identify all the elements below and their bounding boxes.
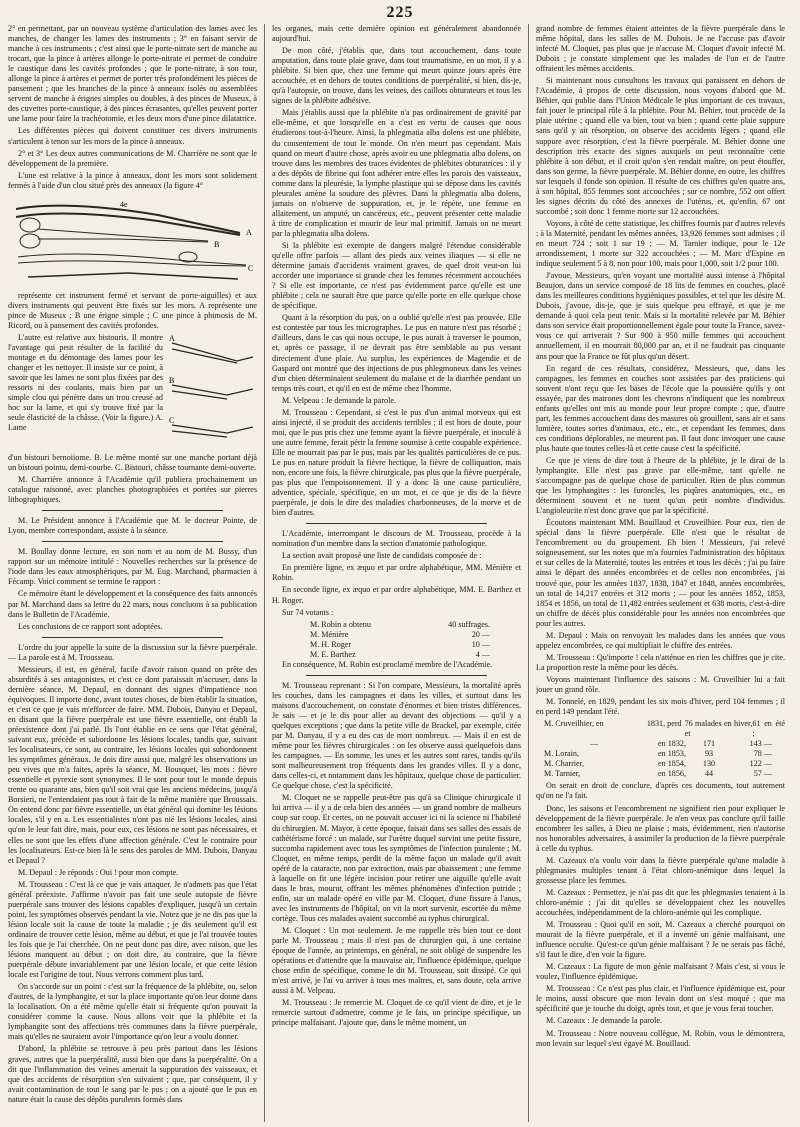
paragraph: En seconde ligne, ex æquo et par ordre alphabétique, MM. E. Barthez et H. Roger.: [272, 585, 521, 605]
section-separator: [42, 541, 223, 542]
paragraph: M. Le Président annonce à l'Académie que M. le docteur Pointe, de Lyon, membre correspondant, assiste à la séance.: [8, 516, 257, 536]
table-row: M. Lorain, en 1853, 93 78 —: [544, 749, 772, 759]
column-3: [536, 24, 785, 1122]
paragraph: En première ligne, ex æquo et par ordre alphabétique, MM. Ménière et Robin.: [272, 563, 521, 583]
paragraph: L'une est relative à la pince à anneaux, dont les mors sont solidement fermés à l'aide d'un clou situé près des anneaux (la figure 4°: [8, 170, 257, 190]
section-separator: [42, 637, 223, 638]
paragraph: M. Cazeaux : Je demande la parole.: [546, 1016, 662, 1026]
figure-label: C: [169, 415, 175, 425]
paragraph: Si la phlébite est exempte de dangers malgré l'étendue considérable qu'elle offre parfois — allant des pieds aux veines iliaques — si elle ne détermine jamais d'accidents vraiment graves, de quel droit veut-on lui accorder une importance si grande chez les femmes récemment accouchées ? Si elle est importante, ce n'est pas évidemment parce qu'elle est une phlébite ; cela ne saurait être que parce qu'elle porte en elle quelque chose de spécifique.: [272, 240, 521, 311]
section-separator: [42, 510, 223, 511]
paragraph: Donc, les saisons et l'encombrement ne signifient rien pour expliquer le développement de la fièvre puerpérale. Je n'en veux pas conclure qu'il faille encombrer les salles, à Dieu ne plaise ; mais, évidemment, rien n'autorise nos honorables adversaires, à assimiler la production de la fièvre puerpérale à celle du typhus.: [536, 803, 785, 853]
paragraph: représente cet instrument fermé et servant de porte-aiguilles) et aux divers instruments qui peuvent être fixés sur les mors. A représente une pince de Museux ; B une érigne simple ; C une pince à phimosis de M. Ricord, ou à pansement des cavités profondes.: [8, 290, 257, 330]
paragraph: L'autre est relative aux bistouris. Il montre l'avantage qui peut résulter de la facilité du montage et du démontage des lames pour les changer et les nettoyer. Il insiste sur ce point, à savoir que les lames ne sont plus fixées par des ressorts ni des coulants, mais bien par un simple clou qui pénètre dans un trou creusé ad hoc sur la lame, et qui s'y trouve fixé par la seule élasticité de la châsse. (Voir la figure.) A. Lame: [8, 332, 163, 433]
section-separator: [306, 523, 487, 524]
paragraph: M. Cloquet : Un mot seulement. Je me rappelle très bien tout ce dont parle M. Trousseau ; mais il n'est pas de chirurgien qui, à une certaine époque de l'année, au printemps, en général, ne soit obligé de suspendre les opérations et d'attendre que la mauvaise air, l'influence épidémique, quelque chose enfin de spécifique, comme le dit M. Trousseau, soit dissipé. Ce qui m'est arrivé, je l'ai vu arriver à tous mes maîtres, et, sans doute, cela arrive aussi à M. Velpeau.: [272, 925, 521, 996]
paragraph: On serait en droit de conclure, d'après ces documents, tout autrement qu'on ne l'a fait.: [536, 781, 785, 801]
paragraph: M. Trousseau : Notre nouveau collègue, M. Robin, vous le démontrera, mon levain sur lequel s'est égayé M. Bouillaud.: [536, 1028, 785, 1048]
paragraph: J'avoue, Messieurs, qu'en voyant une mortalité aussi intense à l'hôpital Beaujon, dans un service composé de 18 lits de femmes en couches, placé dans les meilleures conditions hygiéniques possibles, et tel que les désire M. Dubois, j'avoue, dis-je, que je suis quelque peu effrayé, et que je me demande à quoi cela peut tenir. Mais si la mortalité relevée par M. Béhier dans son service était proportionnellement égale pour toute la France, savez-vous ce qui arriverait ? Sur 900 à 950 mille femmes qui accouchent annuellement, il en mourrait 80,000 par an, et il ne faudrait pas cinquante ans pour que la France ne fût plus qu'un désert.: [536, 271, 785, 361]
vote-results: [272, 620, 521, 660]
bistouri-engraving: [167, 333, 257, 453]
vote-row: M. Robin a obtenu 40 suffrages.: [310, 619, 490, 629]
column-2: [272, 24, 521, 1122]
paragraph: M. Trousseau : Qu'importe ! cela n'atténue en rien les chiffres que je cite. La proportion reste la même pour les décès.: [536, 652, 785, 672]
paragraph: M. Trousseau : Quoi qu'il en soit, M. Cazeaux a cherché pourquoi on mourait de la fièvre puerpérale, et il a inventé un génie malfaisant, une influence occulte. Qu'est-ce qu'un génie malfaisant ? Je ne serais pas fâché, s'il faut le dire, d'en voir la figure.: [536, 920, 785, 960]
paragraph: Messieurs, il est, en général, facile d'avoir raison quand on prête des absurdités à ses antagonistes, et c'est ce dont paraissait m'accuser, dans la dernière séance, M. Depaul, en donnant des signes d'impatience non équivoques. Il importe donc, avant toutes choses, de bien établir la situation, et c'est ce que je vais m'efforcer de faire. MM. Dubois, Danyau et Depaul, en disant que la fièvre puerpérale est une fièvre essentielle, ont établi la préexistence dont j'ai parlé. Ils l'ont établie en ce sens que l'état général, suivant eux, précède et subordonne les lésions locales, tandis que, suivant les localisateurs, ce sont, au contraire, les lésions locales qui subordonnent les symptômes généraux. Je dois dire aussi que, malgré les observations un peu vives que m'a faites, après la séance, M. Bousquet, les mots : fièvre essentielle et pyrexie sont synonymes. Il le sont pour tout le monde depuis trente ou quarante ans, bien qu'il soit vrai que les anciens médecins, jusqu'à Borsieri, ne l'entendaient pas tout à fait de la même manière que Broussais. On entend donc par fièvre essentielle, un état général qui domine les lésions locales, s'il y en a. Les essentialistes n'ont pas nié les lésions locales, ainsi qu'on le leur fait dire, mais, pour eux, ces lésions ne sont pas nécessaires, et elles ne sont que les effets d'une affection générale. C'est le contraire pour les localisateurs. Est-ce bien là le sens des paroles de MM. Dubois, Danyau et Depaul ?: [8, 664, 257, 865]
figure-label: B: [169, 375, 175, 385]
paragraph: Les différentes pièces qui doivent constituer ces divers instruments s'articulent à tenon sur les mors de la pince à anneaux.: [8, 126, 257, 146]
column-rule: [264, 24, 265, 1122]
paragraph: Les conclusions de ce rapport sont adoptées.: [18, 621, 163, 631]
instrument-engraving: [8, 195, 257, 287]
column-rule: [528, 24, 529, 1122]
paragraph: L'Académie, interrompant le discours de M. Trousseau, procède à la nomination d'un membre dans la section d'anatomie pathologique.: [272, 529, 521, 549]
paragraph: M. Trousseau reprenant : Si l'on compare, Messieurs, la mortalité après les couches, dans les campagnes et dans les villes, et surtout dans les maisons d'accouchement, on constate d'énormes et bien tristes différences. Je sais — et je le dis pour aller au devant des objections — qu'il y a quelques exceptions ; que dans la petite ville de Brackel, par exemple, citée par M. Danyau, il y a eu des cas de mort nombreux. — Mais il en est de même pour les fièvres chirurgicales : on les observe aussi quelquefois dans les campagnes. — En somme, les unes et les autres sont rares, tandis qu'ils sont malheureusement trop fréquents dans les grandes villes. Il y a donc, dans celles-ci, et notamment dans les hôpitaux, quelque chose de particulier. Ce quelque chose, c'est la spécificité.: [272, 680, 521, 791]
figure-bistouri-wrap: [8, 333, 257, 453]
figure-label: A: [246, 227, 252, 237]
paragraph: d'un bistouri bernoiiome. B. Le même monté sur une manche portant déjà un bistouri pointu, demi-courbe. C. Bistouri, châsse tournante demi-ouverte.: [8, 452, 257, 472]
paragraph: M. Cazeaux : La figure de mon génie malfaisant ? Mais c'est, si vous le voulez, l'influence épidémique.: [536, 962, 785, 982]
paragraph: Écoutons maintenant MM. Bouillaud et Cruveilhier. Pour eux, rien de spécial dans la fièvre puerpérale. Elle n'est que le résultat de l'encombrement ou du groupement. Eh bien ! Messieurs, j'ai relevé soigneusement, sur les notes que m'a fournies l'administration des hôpitaux et sur celles de la Maternité, toutes les entrées et tous les décès ; j'ai pu faire ainsi le départ des années encombrées et de celles non encombrées, j'ai trouvé que, pour les années 1837, 1838, 1847 et 1848, années encombrées, un total de 14,217 entrées et 312 morts ; — pour les années 1852, 1853, 1854 et 1856, un total de 11,482 entrées seulement et 638 morts, c'est-à-dire un chiffre de décès plus considérable pour les années non encombrées que pour les autres.: [536, 518, 785, 628]
table-row: M. Charrier, en 1854, 130 122 —: [544, 759, 772, 769]
paragraph: M. Tonnelé, en 1829, pendant les six mois d'hiver, perd 104 femmes ; il en perd 149 pendant l'été.: [536, 697, 785, 717]
paragraph: En conséquence, M. Robin est proclamé membre de l'Académie.: [282, 659, 493, 669]
paragraph: M. Cloquet ne se rappelle peut-être pas qu'à sa Clinique chirurgicale il lui arriva — il y a de cela bien des années — un grand nombre de malheurs coup sur coup. Et certes, on ne pouvait accuser ici ni la science ni l'habileté du chirurgien. M. Mayor, à cette époque, faisait dans ses salles des essais de cathétérisme forcé : un malade, sur l'urètre duquel survint une petite fissure, succomba rapidement avec tous les symptômes de l'infection purulente ; M. Cloquet, en même temps, perdit de la même façon un malade qu'il avait opéré de la cataracte, non par extraction, mais par abaissement ; une femme à laquelle on fit une légère incision pour retirer une aiguille qu'elle avait dans le bras, mourut, offrant les mêmes phénomènes d'infection putride ; enfin, sur un malade opéré en ville par M. Cloquet, d'une fissure à l'anus, avec les instruments de l'hôpital, on vit la mort survenir, escortée du même cortège. Tous ces malades avaient succombé au typhus chirurgical.: [272, 793, 521, 923]
paragraph: M. Trousseau : Cependant, si c'est le pus d'un animal morveux qui est ainsi injecté, il se produit des accidents terribles ; il est hors de doute, pour moi, que le pus pris chez une femme ayant la fièvre puerpérale, et inoculé à une autre femme, ferait périr la femme soumise à cette coupable expérience. Elle ne mourrait pas par le pus, mais par les qualités particulières de ce pus. Le pus en nature produit la fièvre hectique, la fièvre de colliquation, mais non, encore une fois, la fièvre chirurgicale, pas plus que la fièvre puerpérale, pas plus que l'empoisonnement. Il y a donc là une cause particulière, adventice, spéciale, spécifique, en un mot, et ce que je dis de la fièvre puerpérale, je dois le dire des maladies charbonneuses, de la morve et de bien d'autres.: [272, 407, 521, 518]
paragraph: M. Depaul : Je réponds : Oui ! pour mon compte.: [18, 867, 179, 877]
vote-row: M. Ménière 20 —: [310, 629, 490, 639]
figure-label: A: [169, 333, 175, 343]
paragraph: les organes, mais cette dernière opinion est généralement abandonnée aujourd'hui.: [272, 24, 521, 44]
paragraph: 2° et 3° Les deux autres communications de M. Charrière ne sont que le développement de la première.: [8, 148, 257, 168]
paragraph: M. Trousseau : C'est là ce que je vais attaquer. Je n'admets pas que l'état général préexiste. J'affirme n'avoir pas fait une seule autopsie de fièvre puerpérale sans trouver des lésions capables d'expliquer, jusqu'à un certain point, les symptômes observés pendant la vie. Notez que je ne dis pas que la lésion locale soit la cause de toute la maladie ; je dis seulement qu'il est ordinaire de trouver cette lésion, même au début, et que je l'ai trouvée toutes les fois que je l'ai cherchée. On ne peut donc pas dire, avec raison, que les lésions manquent au début ; on doit dire, au contraire, que la fièvre puerpérale débute invariablement par une lésion locale, et que cette lésion locale est l'origine de tout. Nous verrons comment plus tard.: [8, 879, 257, 980]
paragraph: M. Cazeaux n'a voulu voir dans la fièvre puerpérale qu'une maladie à phlegmasies multiples tenant à l'état chloro-anémique dans lequel la grossesse place les femmes.: [536, 855, 785, 885]
vote-row: M. H. Roger 10 —: [310, 639, 490, 649]
table-row: M. Tarnier, en 1856, 44 57 —: [544, 769, 772, 779]
paragraph: D'abord, la phlébite se retrouve à peu près partout dans les lésions graves, autres que la puerpéralité, aussi bien que dans la puerpéralité. On a dit que l'inflammation des veines amenait la suppuration des vaisseaux, et que des accidents de résorption s'en suivaient ; que, par conséquent, il y avait contamination de tout le sang par le pus ; on a ajouté que le pus en nature était la cause des dépôts purulents formés dans: [8, 1044, 257, 1104]
paragraph: M. Cazeaux : Permettez, je n'ai pas dit que les phlegmasies tenaient à la chloro-anémie ; j'ai dit qu'elles se développaient chez les nouvelles accouchées, indépendamment de la chloro-anémie qui les complique.: [536, 887, 785, 917]
figure-label: B: [214, 239, 220, 249]
paragraph: En regard de ces résultats, considérez, Messieurs, que, dans les campagnes, les femmes en couches sont assistées par des praticiens qui souvent n'ont reçu que les bases de l'école que la poussière qu'ils y ont essayée, par des matrones dont les chevrons n'indiquent que les nombreux enfants qu'elles ont mis au monde pour leur propre compte ; que, d'autre part, les femmes accouchent dans des masures où grouillent, sans air et sans lumière, toutes sortes d'animaux, etc., etc., et cependant les femmes, dans ces conditions déplorables, ne meurent pas. Il faut donc invoquer une cause plus haute que toutes celles-là et cette cause c'est la spécificité.: [536, 363, 785, 453]
paragraph: L'ordre du jour appelle la suite de la discussion sur la fièvre puerpérale. — La parole est à M. Trousseau.: [8, 642, 257, 662]
paragraph: M. Trousseau : Ce n'est pas plus clair, et l'influence épidémique est, pour le moins, aussi obscure que mon levain dont on s'est moqué ; que ma spécificité que je touche du doigt, après tout, et que je vous ferai toucher.: [536, 984, 785, 1014]
figure-instruments: [8, 195, 257, 287]
paragraph: Quant à la résorption du pus, on a oublié qu'elle n'est pas prouvée. Elle est contestée par tous les micrographes. Le pus en nature n'est pas résorbé ; d'ailleurs, dans le cas qui nous occupe, le pus aurait à traverser le poumon, et, après ce passage, il ne devrait pas être semblable au pus venant directement d'une plaie. Au surplus, les expériences de Magendie et de Gaspard ont montré que des injections de pus phlegmoneux dans les veines d'un chien déterminaient seulement du malaise et de la diarrhée pendant un temps très court, et qu'il en est de même chez l'homme.: [272, 313, 521, 393]
paragraph: Si maintenant nous consultons les travaux qui paraissent en dehors de l'Académie, à propos de cette discussion, nous voyons d'abord que M. Béhier, qui publie dans l'Union Médicale le plus important de ces travaux, fait jouer le principal rôle à la phlébite. Pour M. Béhier, tout procède de la plaie utérine ; quand elle va bien, tout va bien ; quand cette plaie suppure sans qu'il y ait résorption, on observe des accidents légers ; quand elle suppure avec résorption, c'est la fièvre puerpérale. M. Béhier donne une description très exacte des signes auxquels on peut reconnaître cette phlébite à son début, et il croit qu'on s'en rendait maître, on peut étouffer, dans son germe, la fièvre puerpérale. M. Béhier donne, en outre, les chiffres sur lesquels il fonde son opinion. Il résulte de ces chiffres qu'en quatre ans, à son hôpital, 855 femmes sont accouchées ; sur ce nombre, 552 ont offert les signes décrits du côté des annexes de l'utérus, et, qu'enfin, 67 ont succombé ; soit donc 1 femme morte sur 12 accouchées.: [536, 76, 785, 216]
paragraph: grand nombre de femmes étaient atteintes de la fièvre puerpérale dans le même hôpital, dans les salles de M. Dubois. Je ne l'accuse pas d'avoir infecté M. Cloquet, pas plus que je n'accuse M. Cloquet d'avoir infecté M. Dubois ; je constate simplement que les malades de l'un et de l'autre offraient les mêmes accidents.: [536, 24, 785, 74]
mortality-table: [536, 719, 785, 779]
paragraph: Ce mémoire étant le développement et la conséquence des faits annoncés par M. Marchand dans sa lettre du 22 mars, nous concluons à sa publication dans le Bulletin de l'Académie.: [8, 589, 257, 619]
column-1: [8, 24, 257, 1122]
paragraph: De mon côté, j'établis que, dans tout accouchement, dans toute amputation, dans toute plaie grave, dans tout traumatisme, en un mot, il y a phlébite. Si bien que, chez une femme qui meurt quinze jours après être accouchée, et en dehors de toutes conditions de puerpéralité, si bien, dis-je, qu'à l'autopsie, on trouve, dans les veines, des caillots obturateurs et tous les signes de la phlébite adhésive.: [272, 46, 521, 106]
paragraph: M. Depaul : Mais on renvoyait les malades dans les années que vous appelez encombrées, ce qui multipliait le chiffre des entrées.: [536, 630, 785, 650]
paragraph: On s'accorde sur un point : c'est sur la fréquence de la phlébite, ou, selon d'autres, de la lymphangite, et sur la place importante qu'on leur donne dans la localisation. On a été même qu'elle était si fréquente qu'on pouvait la considérer comme la cause. Nous allons voir que la phlébite et la lymphangite sont des affections très communes dans la fièvre puerpérale, mais qu'elles ne sauraient avoir l'importance qu'on leur a voulu donner.: [8, 982, 257, 1042]
section-separator: [306, 675, 487, 676]
paragraph: La section avait proposé une liste de candidats composée de :: [282, 551, 482, 561]
page-number: 225: [386, 4, 414, 21]
paragraph: Voyons maintenant l'influence des saisons : M. Cruveilhier lui a fait jouer un grand rôle.: [536, 674, 785, 694]
paragraph: 2° en permettant, par un nouveau système d'articulation des lames avec les manches, de changer les lames des instruments ; 3° en faisant servir de manche à ces instruments ; c'est ainsi que le porte-nitrate sert de manche au trocart, que la pince à artères allonge le porte-nitrate et permet de conduire le caustique dans les cavités profondes ; que le porte-nitrate, à son tour, allonge la pince à artères et permet de porter très profondément les pièces de pansement ; que les branches de la pince à anneaux isolés ou assemblées servent de manche à érignes simples ou doubles, à des pinces de Museux, à des cuvettes porte-caustique, à des pinces écrasantes, qu'elles peuvent porter une lame pour faire la trachéotomie, et les deux mors d'une pince dilatatrice.: [8, 24, 257, 124]
vote-row: M. E. Barthez 4 —: [310, 649, 490, 659]
table-row: — en 1832, 171 143 —: [589, 739, 772, 749]
figure-label: 4e: [120, 199, 128, 209]
paragraph: M. Trousseau : Je remercie M. Cloquet de ce qu'il vient de dire, et je le remercie surtout d'admettre, comme je le fais, un principe spécifique, un principe malfaisant. J'ajoute que, dans le même moment, un: [272, 998, 521, 1028]
paragraph: Mais j'établis aussi que la phlébite n'a pas ordinairement de gravité par elle-même, et que lorsqu'elle en a c'est en vertu de causes que nous étudierons tout-à-l'heure. Ainsi, la phlegmatia alba dolens est une phlébite, du consentement de tout le monde. On n'en meurt pas cependant. Mais quand on meurt d'autre chose, après avoir eu une phlegmatia alba dolens, on trouve dans les membres des traces évidentes de phlébites obturatrices : il y a des dépôts de fibrine qui font adhérer entre elles les parois des vaisseaux, comme dans la pleurésie, la lymphe plastique qui se dépose dans les cavités pleurales amène la soudure des plèvres. Dans la phlegmatia alba dolens, jamais on n'observe de suppuration, et, je le répète, une femme en allaitement, un amputé, un cancéreux, etc., peuvent présenter cette maladie à titre de complication et mourir de leur mal primitif. Jamais on ne meurt par la phlegmatia alba dolens.: [272, 108, 521, 238]
paragraph: Ce que je viens de dire tout à l'heure de la phlébite, je le dirai de la lymphangite. Elle n'est pas grave par elle-même, tant qu'elle ne s'accompagne pas de quelque chose de particulier. Rien de plus commun que les lymphangites : les furoncles, les piqûres anatomiques, etc., en déterminent souvent et ne tuent qu'un petit nombre d'individus. L'angioleucite n'est donc grave que par la spécificité.: [536, 455, 785, 516]
paragraph: M. Velpeau : Je demande la parole.: [282, 395, 397, 405]
figure-label: C: [248, 263, 254, 273]
paragraph: M. Boullay donne lecture, en son nom et au nom de M. Bussy, d'un rapport sur un mémoire intitulé : Nouvelles recherches sur la présence de l'iode dans les eaux atmosphériques, par M. Eug. Marchand, pharmacien à Fécamp. Voici comment se termine le rapport :: [8, 547, 257, 587]
paragraph: M. Charrière annonce à l'Académie qu'il publiera prochainement un catalogue raisonné, avec planches photographiées et portées sur pierres lithographiques.: [8, 475, 257, 505]
paragraph: Sur 74 votants :: [282, 607, 334, 617]
paragraph: Voyons, à côté de cette statistique, les chiffres fournis par d'autres relevés : à la Maternité, pendant les mêmes années, 13,926 femmes sont admises ; il en meurt 724 ; soit 1 sur 19 ; — M. Tarnier indique, pour le 12e arrondissement, 1 morte sur 322 accouchées ; — M. Marc d'Espine en indique seulement 5 à 8, non pour 100, mais pour 1,000, soit 1/2 pour 100.: [536, 218, 785, 269]
table-row: M. Cruveilhier, en 1831, perd 76 malades en hiver, et 61 en été ;: [544, 719, 785, 739]
